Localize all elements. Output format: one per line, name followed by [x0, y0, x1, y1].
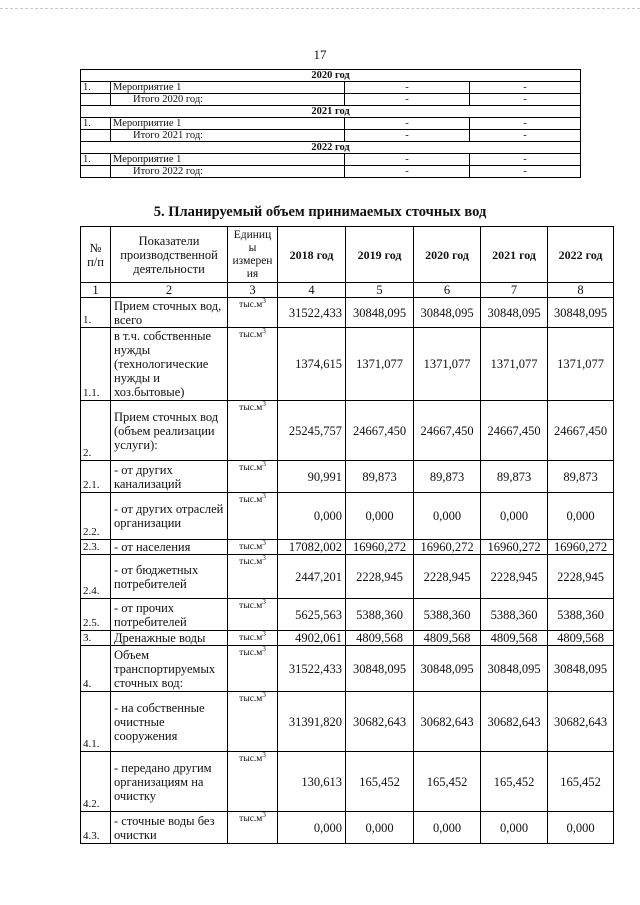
total-row [81, 130, 581, 142]
activity-value: - [345, 118, 470, 130]
unit-superscript: 3 [262, 810, 266, 819]
row-value: 30848,095 [481, 646, 548, 692]
row-number: 4.2. [81, 752, 111, 812]
row-value: 89,873 [548, 461, 614, 493]
column-index-row [81, 283, 614, 298]
unit-label: тыс.м [239, 694, 263, 704]
table-row [81, 540, 614, 555]
row-value: 0,000 [414, 812, 481, 844]
row-value: 0,000 [278, 493, 346, 540]
row-indicator: - от населения [111, 540, 228, 555]
row-value: 1371,077 [481, 328, 548, 401]
unit-superscript: 3 [262, 553, 266, 562]
header-unit-line: ия [246, 267, 259, 280]
total-num-cell [81, 166, 111, 178]
row-value: 24667,450 [548, 401, 614, 461]
row-unit [228, 599, 278, 631]
total-row [81, 166, 581, 178]
row-unit [228, 461, 278, 493]
total-value: - [345, 166, 470, 178]
row-value: 5388,360 [414, 599, 481, 631]
header-2020: 2020 год [414, 227, 481, 283]
row-value: 4809,568 [481, 631, 548, 646]
row-value: 30848,095 [346, 298, 414, 328]
year-header-row [81, 142, 581, 154]
row-value: 30682,643 [481, 692, 548, 752]
row-value: 5388,360 [481, 599, 548, 631]
wastewater-volume-table [80, 226, 614, 844]
unit-label: тыс.м [239, 300, 263, 310]
row-value: 2228,945 [548, 555, 614, 599]
row-number: 2.2. [81, 493, 111, 540]
unit-superscript: 3 [262, 644, 266, 653]
activity-num: 1. [81, 82, 111, 94]
row-number: 1. [81, 298, 111, 328]
header-2021: 2021 год [481, 227, 548, 283]
row-value: 24667,450 [481, 401, 548, 461]
unit-label: тыс.м [239, 633, 263, 643]
row-unit [228, 631, 278, 646]
unit-superscript: 3 [262, 629, 266, 638]
total-value: - [470, 94, 581, 106]
row-value: 4809,568 [414, 631, 481, 646]
row-number: 2.4. [81, 555, 111, 599]
row-value: 2228,945 [346, 555, 414, 599]
row-indicator: Объем транспортируемых сточных вод: [111, 646, 228, 692]
header-indicator-line: Показатели [138, 233, 200, 248]
row-unit [228, 328, 278, 401]
row-unit [228, 812, 278, 844]
header-num-line: п/п [87, 254, 104, 269]
table-header-row [81, 227, 614, 283]
row-value: 165,452 [346, 752, 414, 812]
row-indicator: - передано другим организациям на очистку [111, 752, 228, 812]
unit-superscript: 3 [262, 690, 266, 699]
row-value: 1371,077 [548, 328, 614, 401]
row-value: 24667,450 [414, 401, 481, 461]
row-indicator: в т.ч. собственные нужды (технологические нужды и хоз.бытовые) [111, 328, 228, 401]
row-value: 2228,945 [481, 555, 548, 599]
header-unit-line: измерен [232, 254, 273, 267]
row-value: 4809,568 [548, 631, 614, 646]
activity-num: 1. [81, 154, 111, 166]
table-row [81, 752, 614, 812]
unit-label: тыс.м [239, 557, 263, 567]
row-value: 31522,433 [278, 646, 346, 692]
page-number: 17 [313, 47, 327, 62]
row-indicator: Прием сточных вод, всего [111, 298, 228, 328]
activity-row [81, 82, 581, 94]
table-row [81, 555, 614, 599]
table-row [81, 328, 614, 401]
activity-value: - [345, 82, 470, 94]
row-value: 165,452 [481, 752, 548, 812]
column-index: 7 [481, 283, 548, 298]
column-index: 8 [548, 283, 614, 298]
row-value: 2228,945 [414, 555, 481, 599]
table-row [81, 646, 614, 692]
header-num-line: № [89, 240, 102, 255]
table-row [81, 631, 614, 646]
row-value: 30848,095 [414, 298, 481, 328]
row-value: 16960,272 [548, 540, 614, 555]
row-value: 30848,095 [414, 646, 481, 692]
row-value: 5388,360 [548, 599, 614, 631]
row-value: 0,000 [481, 812, 548, 844]
header-2022: 2022 год [548, 227, 614, 283]
header-indicator [111, 227, 228, 283]
row-indicator: - на собственные очистные сооружения [111, 692, 228, 752]
row-unit [228, 540, 278, 555]
unit-label: тыс.м [239, 648, 263, 658]
row-unit [228, 646, 278, 692]
activity-row [81, 154, 581, 166]
column-index: 3 [228, 283, 278, 298]
row-value: 30848,095 [548, 646, 614, 692]
total-row [81, 94, 581, 106]
year-header-row [81, 70, 581, 82]
unit-superscript: 3 [262, 750, 266, 759]
row-number: 4.1. [81, 692, 111, 752]
total-value: - [470, 166, 581, 178]
unit-superscript: 3 [262, 597, 266, 606]
row-value: 165,452 [548, 752, 614, 812]
row-value: 2447,201 [278, 555, 346, 599]
total-value: - [345, 94, 470, 106]
row-value: 5625,563 [278, 599, 346, 631]
activity-value: - [345, 154, 470, 166]
table-row [81, 401, 614, 461]
row-unit [228, 493, 278, 540]
row-value: 130,613 [278, 752, 346, 812]
activity-name: Мероприятие 1 [111, 82, 345, 94]
header-indicator-line: производственной [120, 247, 218, 262]
unit-label: тыс.м [239, 330, 263, 340]
row-value: 30848,095 [481, 298, 548, 328]
activity-value: - [470, 154, 581, 166]
row-value: 89,873 [481, 461, 548, 493]
row-number: 3. [81, 631, 111, 646]
row-indicator: - от бюджетных потребителей [111, 555, 228, 599]
row-unit [228, 692, 278, 752]
activity-name: Мероприятие 1 [111, 154, 345, 166]
unit-superscript: 3 [262, 491, 266, 500]
table-row [81, 812, 614, 844]
row-number: 2.5. [81, 599, 111, 631]
year-header-row [81, 106, 581, 118]
unit-superscript: 3 [262, 326, 266, 335]
total-num-cell [81, 94, 111, 106]
row-number: 1.1. [81, 328, 111, 401]
header-indicator-line: деятельности [133, 261, 205, 276]
row-indicator: - от прочих потребителей [111, 599, 228, 631]
unit-label: тыс.м [239, 463, 263, 473]
total-value: - [345, 130, 470, 142]
year-header: 2021 год [81, 106, 581, 118]
unit-label: тыс.м [239, 814, 263, 824]
row-number: 2.3. [81, 540, 111, 555]
row-value: 1371,077 [346, 328, 414, 401]
row-value: 0,000 [346, 812, 414, 844]
row-indicator: - от других канализаций [111, 461, 228, 493]
unit-label: тыс.м [239, 403, 263, 413]
total-value: - [470, 130, 581, 142]
row-value: 90,991 [278, 461, 346, 493]
header-2019: 2019 год [346, 227, 414, 283]
row-value: 30682,643 [548, 692, 614, 752]
row-value: 30848,095 [548, 298, 614, 328]
column-index: 1 [81, 283, 111, 298]
activity-name: Мероприятие 1 [111, 118, 345, 130]
row-value: 89,873 [346, 461, 414, 493]
unit-superscript: 3 [262, 459, 266, 468]
row-number: 2.1. [81, 461, 111, 493]
row-value: 0,000 [278, 812, 346, 844]
row-value: 24667,450 [346, 401, 414, 461]
row-value: 30848,095 [346, 646, 414, 692]
row-value: 4902,061 [278, 631, 346, 646]
row-value: 16960,272 [414, 540, 481, 555]
total-label: Итого 2022 год: [111, 166, 345, 178]
total-num-cell [81, 130, 111, 142]
table-row [81, 599, 614, 631]
row-indicator: Прием сточных вод (объем реализации услуги): [111, 401, 228, 461]
year-header: 2022 год [81, 142, 581, 154]
header-num [81, 227, 111, 283]
column-index: 2 [111, 283, 228, 298]
activity-num: 1. [81, 118, 111, 130]
unit-superscript: 3 [262, 399, 266, 408]
unit-superscript: 3 [262, 538, 266, 547]
header-2018: 2018 год [278, 227, 346, 283]
scan-top-border [0, 8, 640, 9]
row-value: 17082,002 [278, 540, 346, 555]
row-value: 16960,272 [481, 540, 548, 555]
row-unit [228, 401, 278, 461]
row-value: 1371,077 [414, 328, 481, 401]
activity-value: - [470, 118, 581, 130]
header-unit-line: Единиц [233, 228, 272, 241]
unit-label: тыс.м [239, 601, 263, 611]
row-value: 16960,272 [346, 540, 414, 555]
row-value: 31522,433 [278, 298, 346, 328]
row-indicator: - от других отраслей организации [111, 493, 228, 540]
unit-superscript: 3 [262, 296, 266, 305]
row-value: 30682,643 [414, 692, 481, 752]
section-title: 5. Планируемый объем принимаемых сточных вод [153, 204, 487, 220]
row-value: 31391,820 [278, 692, 346, 752]
activity-value: - [470, 82, 581, 94]
column-index: 4 [278, 283, 346, 298]
activity-row [81, 118, 581, 130]
total-label: Итого 2021 год: [111, 130, 345, 142]
row-value: 30682,643 [346, 692, 414, 752]
row-value: 25245,757 [278, 401, 346, 461]
total-label: Итого 2020 год: [111, 94, 345, 106]
table-row [81, 493, 614, 540]
row-unit [228, 298, 278, 328]
header-unit-line: ы [248, 241, 257, 254]
table-row [81, 692, 614, 752]
row-value: 1374,615 [278, 328, 346, 401]
row-unit [228, 555, 278, 599]
header-unit [228, 227, 278, 283]
row-value: 0,000 [548, 493, 614, 540]
row-number: 4. [81, 646, 111, 692]
row-value: 5388,360 [346, 599, 414, 631]
row-indicator: - сточные воды без очистки [111, 812, 228, 844]
row-unit [228, 752, 278, 812]
row-indicator: Дренажные воды [111, 631, 228, 646]
column-index: 5 [346, 283, 414, 298]
unit-label: тыс.м [239, 754, 263, 764]
table-row [81, 461, 614, 493]
row-value: 4809,568 [346, 631, 414, 646]
row-value: 165,452 [414, 752, 481, 812]
row-value: 0,000 [481, 493, 548, 540]
row-number: 4.3. [81, 812, 111, 844]
activities-table [80, 69, 581, 178]
column-index: 6 [414, 283, 481, 298]
row-number: 2. [81, 401, 111, 461]
row-value: 0,000 [414, 493, 481, 540]
unit-label: тыс.м [239, 542, 263, 552]
table-row [81, 298, 614, 328]
row-value: 0,000 [548, 812, 614, 844]
row-value: 0,000 [346, 493, 414, 540]
year-header: 2020 год [81, 70, 581, 82]
row-value: 89,873 [414, 461, 481, 493]
unit-label: тыс.м [239, 495, 263, 505]
